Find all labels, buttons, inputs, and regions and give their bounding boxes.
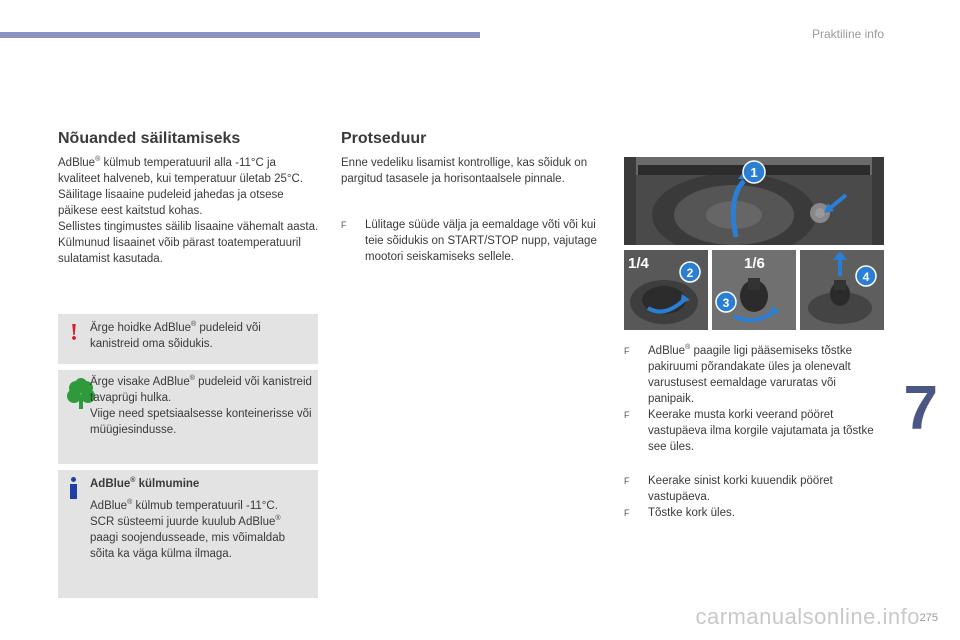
lift-cap-photo: [800, 250, 884, 330]
info-box: [58, 470, 318, 598]
warning-box: [58, 314, 318, 364]
badge-3: 3: [722, 296, 730, 310]
fraction-sixth: 1/6: [744, 255, 765, 272]
storage-text: [58, 155, 320, 267]
fraction-quarter: 1/4: [628, 255, 649, 272]
step-turn-blue-cap: F Keerake sinist korki kuuendik pööret vastupäeva.: [624, 475, 833, 503]
info-icon: [70, 477, 77, 499]
storage-paragraph-3: Külmunud lisaainet võib pärast toatemperatuuril sulatamist kasutada.: [58, 237, 301, 265]
procedure-step-list-1: [341, 217, 603, 265]
eco-text: Ärge visake AdBlue® pudeleid või kanistreid tavaprügi hulka. Viige need spetsiaalsesse konteinerisse või müügiesindusse.: [90, 375, 312, 436]
procedure-step-list-2: [624, 343, 874, 455]
procedure-intro: Enne vedeliku lisamist kontrollige, kas sõiduk on pargitud tasasele ja horisontaalsele pinnale.: [341, 157, 588, 185]
section-label: Praktiline info: [811, 27, 884, 41]
step-lift-cap: F Tõstke kork üles.: [624, 507, 735, 519]
step-turn-black-cap: F Keerake musta korki veerand pööret vastupäeva ilma korgile vajutamata ja tõstke see üles.: [624, 409, 874, 453]
step-switch-off: F Lülitage süüde välja ja eemaldage võti või kui teie sõidukis on START/STOP nupp, vajutage mootori seiskamiseks sellele.: [341, 219, 597, 263]
warning-text: Ärge hoidke AdBlue® pudeleid või kanistreid oma sõidukis.: [90, 321, 261, 350]
storage-paragraph-1: AdBlue® külmub temperatuuril alla -11°C ja kvaliteet halveneb, kui temperatuur ületab 25°C. Säilitage lisaaine pudeleid jahedas ja otsese päikese eest kaitstud kohas.: [58, 156, 303, 217]
badge-1: 1: [750, 165, 758, 180]
info-text: AdBlue® külmumine AdBlue® külmub temperatuuril -11°C. SCR süsteemi juurde kuulub AdBlue® paagi soojendusseade, mis võimaldab sõita ka väga külma ilmaga.: [90, 476, 304, 562]
eco-box: [58, 370, 318, 464]
step-lift-floor: F AdBlue® paagile ligi pääsemiseks tõstke pakiruumi põrandakate üles ja olenevalt varustusest eemaldage varuratas või panipaik.: [624, 344, 852, 405]
procedure-step-list-3: [624, 473, 874, 521]
storage-paragraph-2: Sellistes tingimustes säilib lisaaine vähemalt aasta.: [58, 221, 319, 233]
info-title: AdBlue® külmumine: [90, 477, 200, 490]
storage-title: Nõuanded säilitamiseks: [58, 130, 241, 147]
watermark: carmanualsonline.info: [695, 604, 920, 629]
black-cap-photo: [624, 250, 708, 330]
badge-4: 4: [862, 270, 870, 284]
exclamation-icon: !: [70, 320, 78, 346]
badge-2: 2: [686, 266, 694, 280]
chapter-number: 7: [903, 374, 938, 443]
trunk-photo: [624, 157, 884, 245]
blue-cap-photo: [712, 250, 796, 330]
page-number: 275: [919, 612, 938, 624]
header-bar: [0, 32, 480, 38]
procedure-title: Protseduur: [341, 130, 427, 147]
